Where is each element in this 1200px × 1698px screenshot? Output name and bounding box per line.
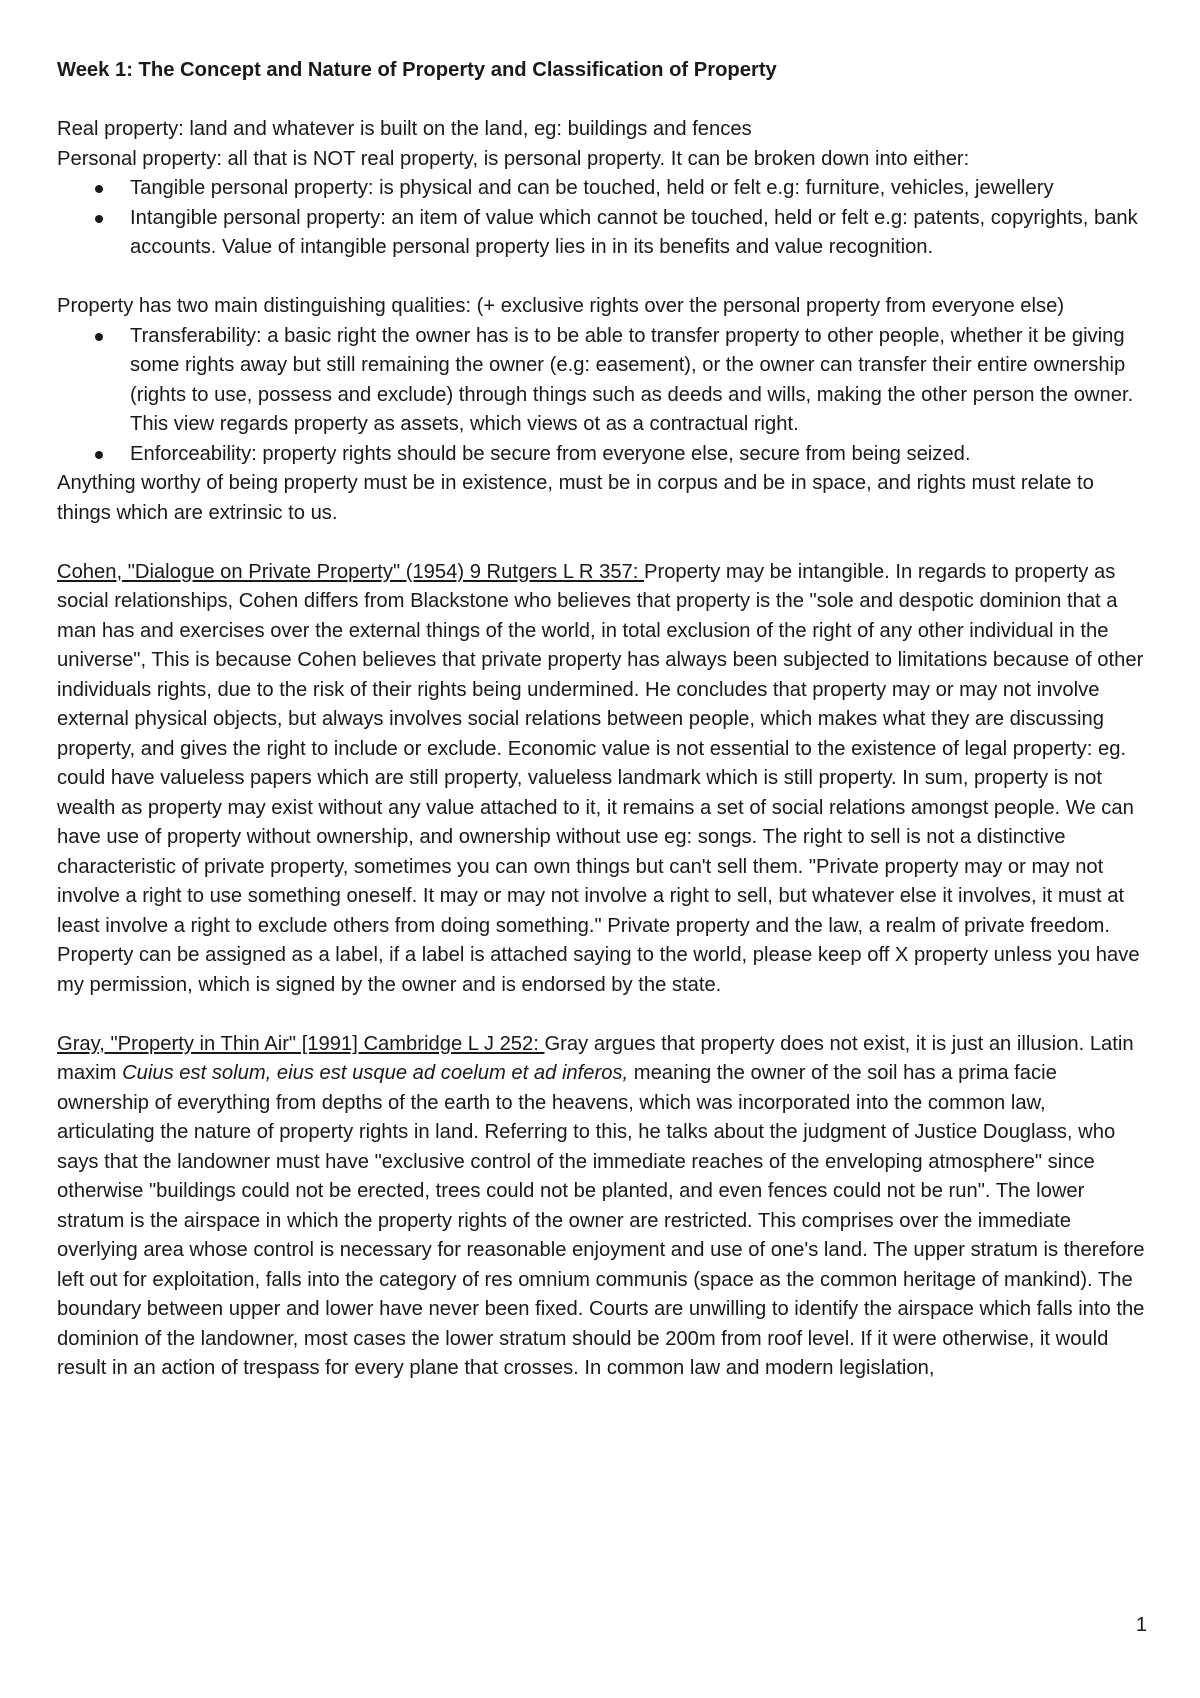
gray-text-intro: Gray argues that property does not exist, it is just an illusion. Latin maxim — [57, 1032, 1134, 1084]
gray-text-body: meaning the owner of the soil has a prima facie ownership of everything from depths of the earth to the heavens, which was incorporated into the common law, articulating the nature of property rights in land. Referring to this, he talks about the judgment of Justice Douglass, who says that the landowner must have "exclusive control of the immediate reaches of the enveloping atmosphere" since otherwise "buildings could not be erected, trees could not be planted, and even fences could not be run". The lower stratum is the airspace in which the property rights of the owner are restricted. This comprises over the immediate overlying area whose control is necessary for reasonable enjoyment and use of one's land. The upper stratum is therefore left out for exploitation, falls into the category of res omnium communis (space as the common heritage of mankind). The boundary between upper and lower have never been fixed. Courts are unwilling to identify the airspace which falls into the dominion of the landowner, most cases the lower stratum should be 200m from roof level. If it were otherwise, it would result in an action of trespass for every plane that crosses. In common law and modern legislation, — [57, 1062, 1145, 1379]
page-number: 1 — [1135, 1614, 1147, 1636]
cohen-text: Property may be intangible. In regards to property as social relationships, Cohen differs from Blackstone who believes that property is the "sole and despotic dominion that a man has and exercises over the external things of the world, in total exclusion of the right of any other individual in the universe", This is because Cohen believes that private property has always been subjected to limitations because of other individuals rights, due to the risk of their rights being undermined. He concludes that property may or may not involve external physical objects, but always involves social relations between people, which makes what they are discussing property, and gives the right to include or exclude. Economic value is not essential to the existence of legal property: eg. could have valueless papers which are still property, valueless landmark which is still property. In sum, property is not wealth as property may exist without any value attached to it, it remains a set of social relations amongst people. We can have use of property without ownership, and ownership without use eg: songs. The right to sell is not a distinctive characteristic of private property, sometimes you can own things but can't sell them. "Private property may or may not involve a right to use something oneself. It may or may not involve a right to sell, but whatever else it involves, it must at least involve a right to exclude others from doing something." Private property and the law, a realm of private freedom. Property can be assigned as a label, if a label is attached saying to the world, please keep off X property unless you have my permission, which is signed by the owner and is endorsed by the state. — [57, 560, 1144, 996]
list-item-text: Enforceability: property rights should be secure from everyone else, secure from being seized. — [130, 442, 971, 465]
cohen-paragraph — [57, 558, 1147, 1001]
qualities-lead: Property has two main distinguishing qualities: (+ exclusive rights over the personal property from everyone else) — [57, 295, 1065, 317]
bullet-icon — [95, 215, 103, 223]
bullet-icon — [95, 333, 103, 341]
spacer — [57, 1000, 1147, 1030]
spacer — [57, 263, 1147, 293]
personal-property-definition: Personal property: all that is NOT real property, is personal property. It can be broken down into either: — [57, 147, 970, 170]
qualities-closing: Anything worthy of being property must be in existence, must be in corpus and be in space, and rights must relate to things which are extrinsic to us. — [57, 472, 1094, 524]
list-item — [57, 204, 1147, 263]
qualities-list — [57, 322, 1147, 470]
personal-property-list — [57, 174, 1147, 263]
latin-maxim: Cuius est solum, eius est usque ad coelum et ad inferos, — [122, 1062, 629, 1084]
page-heading: Week 1: The Concept and Nature of Property and Classification of Property — [57, 59, 777, 81]
document-page — [57, 56, 1147, 1384]
gray-paragraph — [57, 1030, 1147, 1384]
list-item-text: Transferability: a basic right the owner has is to be able to transfer property to other people, whether it be giving some rights away but still remaining the owner (e.g: easement), or the owner can transfer their entire ownership (rights to use, possess and exclude) through things such as deeds and wills, making the other person the owner. This view regards property as assets, which views ot as a contractual right. — [130, 324, 1134, 435]
list-item-text: Intangible personal property: an item of value which cannot be touched, held or felt e.g: patents, copyrights, bank accounts. Value of intangible personal property lies in in its benefits and value recognition. — [130, 206, 1138, 258]
list-item-text: Tangible personal property: is physical and can be touched, held or felt e.g: furniture, vehicles, jewellery — [130, 177, 1054, 199]
real-property-definition: Real property: land and whatever is built on the land, eg: buildings and fences — [57, 118, 752, 140]
spacer — [57, 528, 1147, 558]
cohen-citation: Cohen, "Dialogue on Private Property" (1954) 9 Rutgers L R 357: — [57, 560, 645, 583]
list-item — [57, 174, 1147, 204]
spacer — [57, 86, 1147, 116]
gray-citation: Gray, "Property in Thin Air" [1991] Cambridge L J 252: — [57, 1032, 545, 1055]
bullet-icon — [95, 451, 103, 459]
list-item — [57, 440, 1147, 470]
list-item — [57, 322, 1147, 440]
bullet-icon — [95, 185, 103, 193]
